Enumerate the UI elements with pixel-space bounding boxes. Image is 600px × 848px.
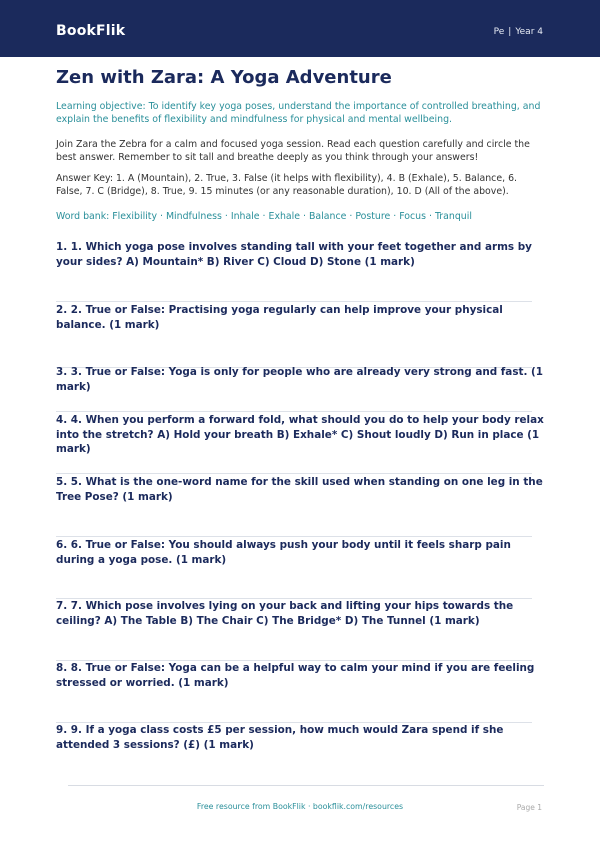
footer-divider: [68, 785, 544, 786]
meta-separator: |: [508, 27, 512, 37]
question-6: 6. 6. True or False: You should always push your body until it feels sharp pain during a yoga pose. (1 mark): [56, 539, 511, 566]
question-7: 7. 7. Which pose involves lying on your back and lifting your hips towards the ceiling? A) The Table B) The Chair C) The Bridge* D) The Tunnel (1 mark): [56, 600, 514, 627]
footer-link[interactable]: Free resource from BookFlik · bookflik.com/resources: [196, 802, 404, 811]
question-5: 5. 5. What is the one-word name for the skill used when standing on one leg in the Tree Pose? (1 mark): [56, 476, 543, 503]
intro-text: Join Zara the Zebra for a calm and focused yoga session. Read each question carefully and circle the best answer. Remember to sit tall and breathe deeply as you think through your answers!: [56, 139, 530, 163]
question-4: 4. 4. When you perform a forward fold, what should you do to help your body relax into the stretch? A) Hold your breath B) Exhale* C) Shout loudly D) Run in place (1 mark): [56, 414, 544, 455]
year-label: Year 4: [515, 27, 543, 37]
learning-objective: Learning objective: To identify key yoga poses, understand the importance of controlled breathing, and explain the benefits of flexibility and mindfulness for physical and mental wellbeing.: [56, 101, 541, 125]
answer-line-4: [56, 473, 532, 474]
answer-line-5: [56, 536, 532, 537]
question-3: 3. 3. True or False: Yoga is only for people who are already very strong and fast. (1 mark): [56, 366, 544, 393]
header-meta: [494, 27, 543, 37]
answer-line-3: [56, 411, 532, 412]
answer-key: Answer Key: 1. A (Mountain), 2. True, 3. False (it helps with flexibility), 4. B (Exhale), 5. Balance, 6. False, 7. C (Bridge), 8. True, 9. 15 minutes (or any reasonable duration), 10. D (All of the above).: [56, 173, 518, 197]
word-bank: Word bank: Flexibility · Mindfulness · Inhale · Exhale · Balance · Posture · Focus · Tranquil: [56, 211, 472, 222]
subject-label: Pe: [493, 27, 505, 37]
page-number: Page 1: [516, 803, 542, 812]
header-bar: [0, 0, 600, 57]
brand-logo-text: BookFlik: [56, 23, 126, 39]
page-title: Zen with Zara: A Yoga Adventure: [56, 67, 392, 88]
question-2: 2. 2. True or False: Practising yoga regularly can help improve your physical balance. (1 mark): [56, 304, 503, 331]
answer-line-1: [56, 301, 532, 302]
question-8: 8. 8. True or False: Yoga can be a helpful way to calm your mind if you are feeling stressed or worried. (1 mark): [56, 662, 535, 689]
question-1: 1. 1. Which yoga pose involves standing tall with your feet together and arms by your sides? A) Mountain* B) River C) Cloud D) Stone (1 mark): [56, 241, 532, 268]
question-9: 9. 9. If a yoga class costs £5 per session, how much would Zara spend if she attended 3 sessions? (£) (1 mark): [56, 724, 504, 751]
